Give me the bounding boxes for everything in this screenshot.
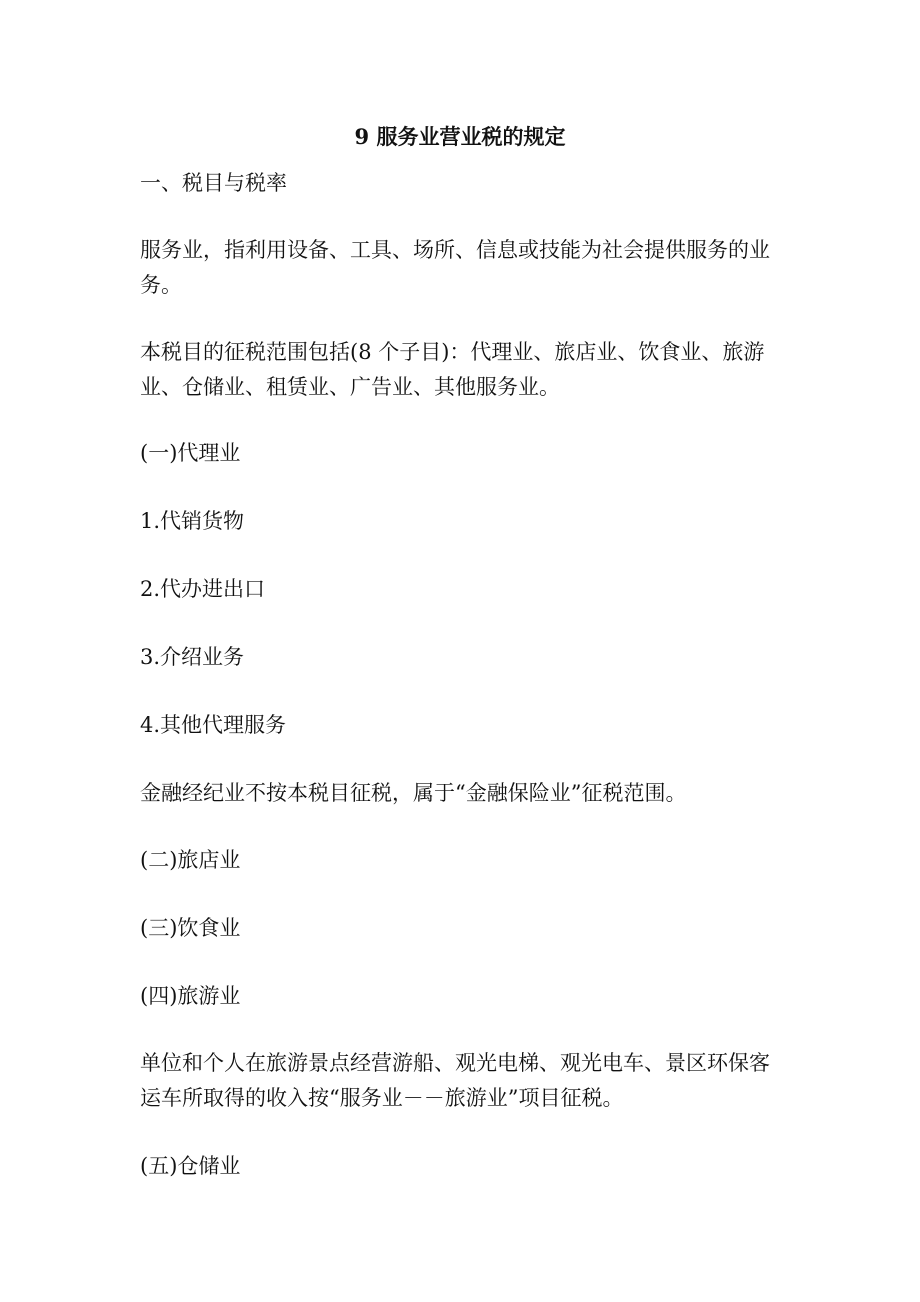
subsection-heading (140, 1149, 790, 1184)
paragraph (140, 335, 790, 405)
paragraph (140, 776, 790, 811)
subsection-heading (140, 436, 790, 471)
paragraph-line: (五)仓储业 (140, 1154, 241, 1178)
paragraph-line: 2.代办进出口 (140, 577, 266, 601)
paragraph-line: (一)代理业 (140, 441, 241, 465)
document-title: 9 服务业营业税的规定 (354, 124, 566, 149)
subsection-heading (140, 911, 790, 946)
subsection-heading (140, 979, 790, 1014)
paragraph-line: (二)旅店业 (140, 848, 241, 872)
paragraph (140, 1046, 790, 1116)
list-item (140, 708, 790, 743)
paragraph-line: 1.代销货物 (140, 509, 245, 533)
paragraph-line: 务。 (140, 273, 182, 297)
list-item (140, 572, 790, 607)
paragraph-line: 3.介绍业务 (140, 645, 245, 669)
list-item (140, 640, 790, 675)
paragraph-line: 业、仓储业、租赁业、广告业、其他服务业。 (140, 375, 560, 399)
paragraph-line: (三)饮食业 (140, 916, 241, 940)
paragraph-line: 本税目的征税范围包括(8 个子目)：代理业、旅店业、饮食业、旅游 (140, 340, 765, 364)
list-item (140, 504, 790, 539)
section-heading (140, 166, 790, 201)
paragraph-line: 金融经纪业不按本税目征税，属于“金融保险业”征税范围。 (140, 781, 687, 805)
subsection-heading (140, 843, 790, 878)
paragraph-line: 单位和个人在旅游景点经营游船、观光电梯、观光电车、景区环保客 (140, 1051, 770, 1075)
paragraph (140, 233, 790, 303)
paragraph-line: 一、税目与税率 (140, 171, 287, 195)
paragraph-line: 4.其他代理服务 (140, 713, 287, 737)
paragraph-line: 运车所取得的收入按“服务业－－旅游业”项目征税。 (140, 1086, 624, 1110)
paragraph-line: (四)旅游业 (140, 984, 241, 1008)
paragraph-line: 服务业，指利用设备、工具、场所、信息或技能为社会提供服务的业 (140, 238, 770, 262)
